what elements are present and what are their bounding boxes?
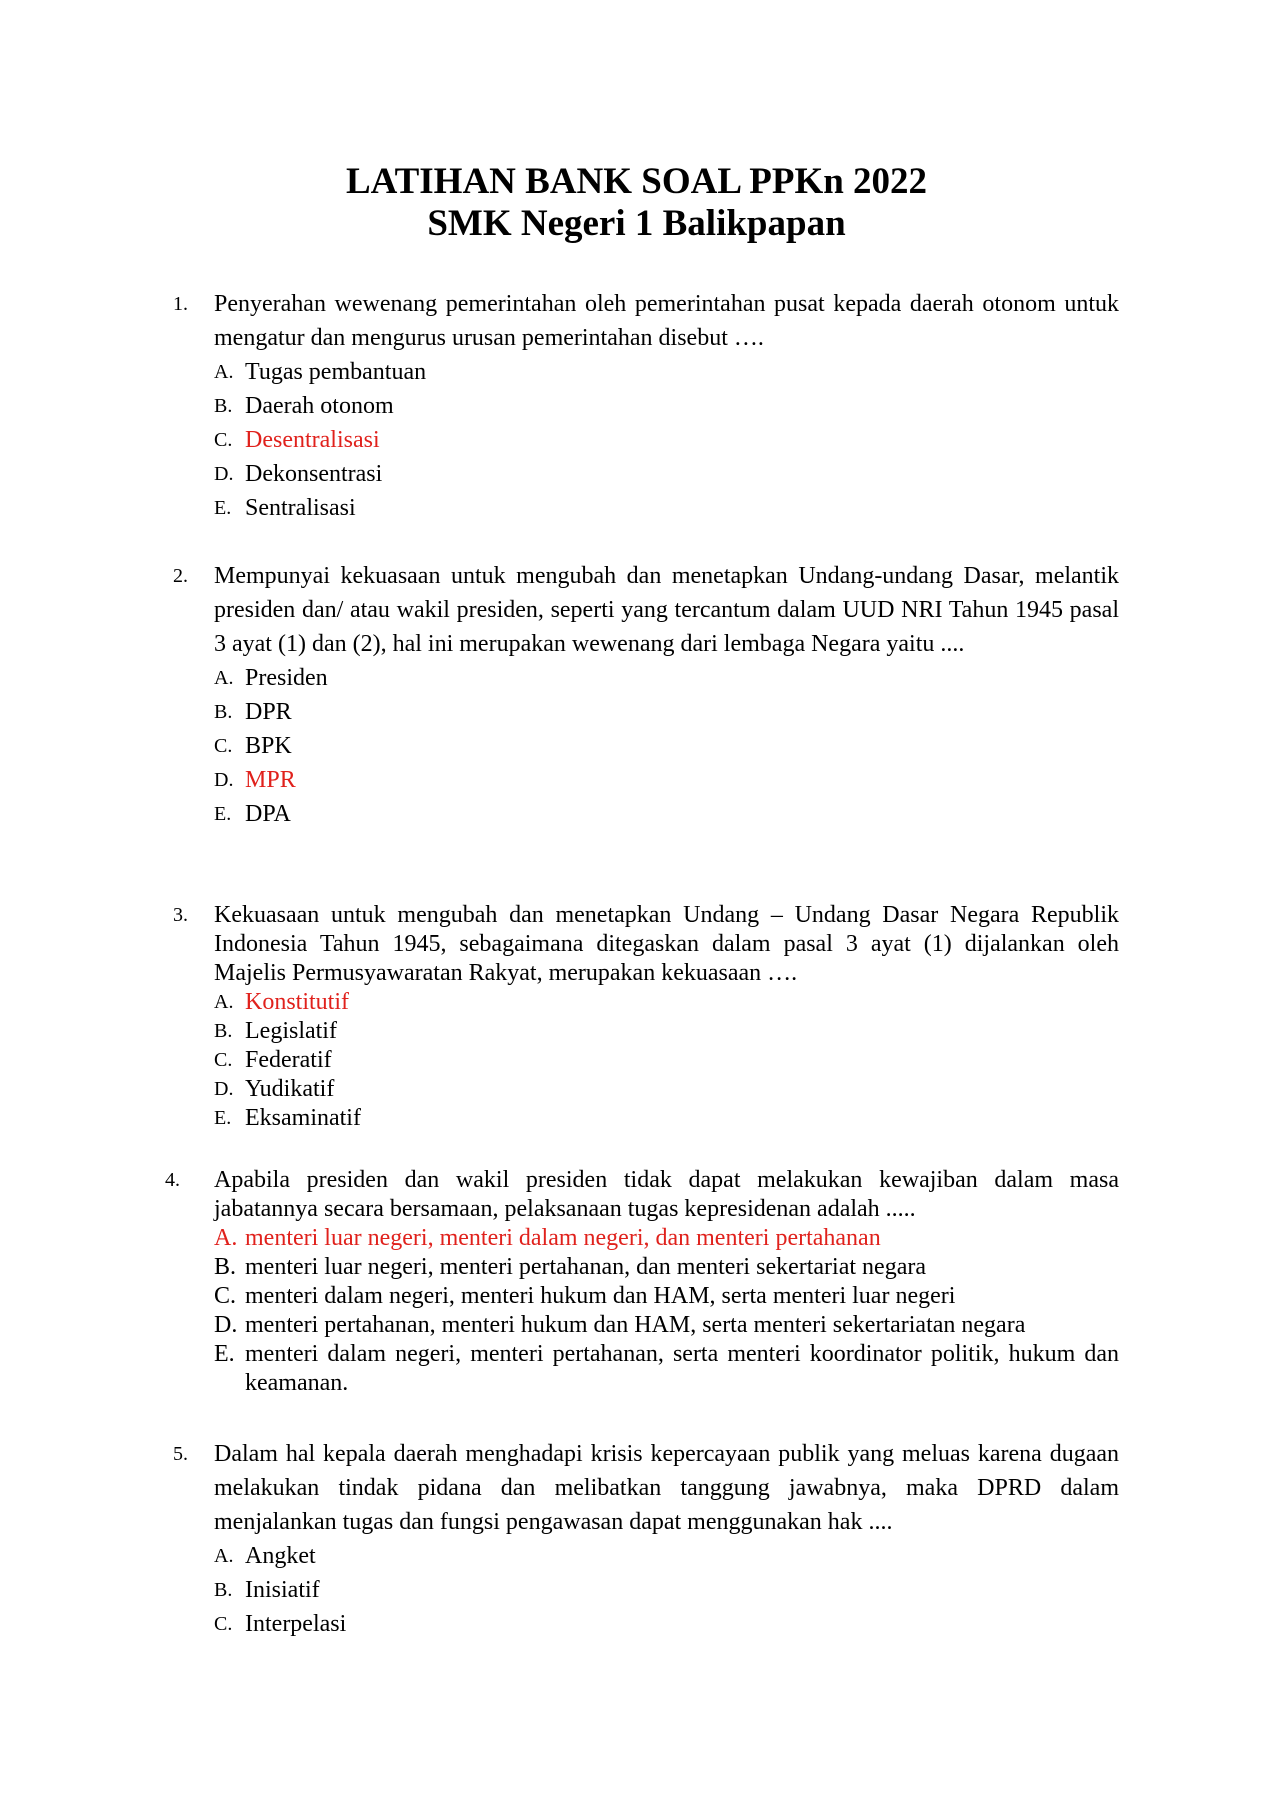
page-title-line-2: SMK Negeri 1 Balikpapan bbox=[427, 203, 846, 244]
option-text: Angket bbox=[245, 1543, 316, 1569]
question-2 bbox=[173, 559, 1119, 831]
option-text: Inisiatif bbox=[245, 1577, 320, 1603]
option-text: Desentralisasi bbox=[245, 427, 380, 453]
option-c bbox=[214, 1282, 1119, 1311]
option-e bbox=[214, 491, 1119, 525]
option-letter: D. bbox=[214, 463, 234, 485]
question-1 bbox=[173, 287, 1119, 525]
option-b bbox=[214, 1253, 1119, 1282]
question-number: 2. bbox=[173, 565, 188, 587]
question-number: 3. bbox=[173, 904, 188, 926]
option-list bbox=[214, 661, 1119, 831]
question-number: 1. bbox=[173, 293, 188, 315]
option-list bbox=[214, 988, 1119, 1133]
option-a bbox=[214, 661, 1119, 695]
question-5 bbox=[173, 1437, 1119, 1641]
option-letter: B. bbox=[214, 1020, 233, 1042]
option-letter: C. bbox=[214, 1283, 237, 1309]
option-c bbox=[214, 729, 1119, 763]
question-text: Mempunyai kekuasaan untuk mengubah dan menetapkan Undang-undang Dasar, melantik presiden dan/ atau wakil presiden, seperti yang tercantum dalam UUD NRI Tahun 1945 pasal 3 ayat (1) dan (2), hal ini merupakan wewenang dari lembaga Negara yaitu .... bbox=[214, 563, 1119, 657]
option-c bbox=[214, 1607, 1119, 1641]
option-c bbox=[214, 423, 1119, 457]
option-letter: A. bbox=[214, 1545, 234, 1567]
option-b bbox=[214, 1017, 1119, 1046]
option-letter: E. bbox=[214, 497, 232, 519]
option-text: Dekonsentrasi bbox=[245, 461, 383, 487]
option-letter: D. bbox=[214, 1078, 234, 1100]
option-text: menteri luar negeri, menteri pertahanan, dan menteri sekertariat negara bbox=[245, 1254, 926, 1280]
question-number: 5. bbox=[173, 1443, 188, 1465]
option-text: menteri dalam negeri, menteri hukum dan HAM, serta menteri luar negeri bbox=[245, 1283, 956, 1309]
question-text: Dalam hal kepala daerah menghadapi krisis kepercayaan publik yang meluas karena dugaan melakukan tindak pidana dan melibatkan tanggung jawabnya, maka DPRD dalam menjalankan tugas dan fungsi pengawasan dapat menggunakan hak .... bbox=[214, 1441, 1119, 1535]
option-letter: A. bbox=[214, 991, 234, 1013]
option-d bbox=[214, 1075, 1119, 1104]
option-text: DPR bbox=[245, 699, 292, 725]
option-text: Legislatif bbox=[245, 1018, 337, 1044]
page-title-line-1: LATIHAN BANK SOAL PPKn 2022 bbox=[345, 161, 928, 202]
option-text: BPK bbox=[245, 733, 292, 759]
question-text: Kekuasaan untuk mengubah dan menetapkan Undang – Undang Dasar Negara Republik Indonesia Tahun 1945, sebagaimana ditegaskan dalam pasal 3 ayat (1) dijalankan oleh Majelis Permusyawaratan Rakyat, merupakan kekuasaan …. bbox=[214, 902, 1119, 986]
option-text: Interpelasi bbox=[245, 1611, 347, 1637]
option-letter: A. bbox=[214, 361, 234, 383]
option-letter: B. bbox=[214, 701, 233, 723]
option-e bbox=[214, 797, 1119, 831]
option-letter: E. bbox=[214, 803, 232, 825]
question-text: Apabila presiden dan wakil presiden tidak dapat melakukan kewajiban dalam masa jabatannya secara bersamaan, pelaksanaan tugas kepresidenan adalah ..... bbox=[214, 1167, 1119, 1222]
option-list bbox=[214, 355, 1119, 525]
option-letter: E. bbox=[214, 1107, 232, 1129]
option-text: menteri pertahanan, menteri hukum dan HAM, serta menteri sekertariatan negara bbox=[245, 1312, 1026, 1338]
option-b bbox=[214, 389, 1119, 423]
option-letter: E. bbox=[214, 1341, 235, 1367]
option-text: Federatif bbox=[245, 1047, 332, 1073]
option-a bbox=[214, 1539, 1119, 1573]
option-letter: B. bbox=[214, 1254, 237, 1280]
option-letter: C. bbox=[214, 1049, 233, 1071]
option-text: Tugas pembantuan bbox=[245, 359, 427, 385]
option-text: menteri dalam negeri, menteri pertahanan, serta menteri koordinator politik, hukum dan keamanan. bbox=[245, 1341, 1119, 1396]
option-letter: D. bbox=[214, 1312, 238, 1338]
option-b bbox=[214, 1573, 1119, 1607]
question-4 bbox=[165, 1166, 1119, 1398]
option-letter: C. bbox=[214, 1613, 233, 1635]
option-text: Presiden bbox=[245, 665, 328, 691]
option-letter: C. bbox=[214, 735, 233, 757]
option-d bbox=[214, 763, 1119, 797]
option-d bbox=[214, 1311, 1119, 1340]
option-text: Yudikatif bbox=[245, 1076, 335, 1102]
option-list bbox=[214, 1224, 1119, 1398]
option-text: Daerah otonom bbox=[245, 393, 394, 419]
question-text: Penyerahan wewenang pemerintahan oleh pemerintahan pusat kepada daerah otonom untuk mengatur dan mengurus urusan pemerintahan disebut …. bbox=[214, 291, 1119, 351]
option-letter: A. bbox=[214, 1225, 238, 1251]
option-e bbox=[214, 1104, 1119, 1133]
option-text: DPA bbox=[245, 801, 291, 827]
option-letter: C. bbox=[214, 429, 233, 451]
option-letter: A. bbox=[214, 667, 234, 689]
option-text: MPR bbox=[245, 767, 296, 793]
option-a bbox=[214, 988, 1119, 1017]
option-letter: D. bbox=[214, 769, 234, 791]
question-number: 4. bbox=[165, 1169, 180, 1191]
option-c bbox=[214, 1046, 1119, 1075]
option-e bbox=[214, 1340, 1119, 1398]
option-letter: B. bbox=[214, 395, 233, 417]
option-d bbox=[214, 457, 1119, 491]
option-text: Konstitutif bbox=[245, 989, 350, 1015]
option-text: Sentralisasi bbox=[245, 495, 356, 521]
option-a bbox=[214, 1224, 1119, 1253]
option-a bbox=[214, 355, 1119, 389]
question-3 bbox=[173, 901, 1119, 1133]
option-b bbox=[214, 695, 1119, 729]
option-text: Eksaminatif bbox=[245, 1105, 361, 1131]
option-text: menteri luar negeri, menteri dalam negeri, dan menteri pertahanan bbox=[245, 1225, 881, 1251]
option-list bbox=[214, 1539, 1119, 1641]
option-letter: B. bbox=[214, 1579, 233, 1601]
